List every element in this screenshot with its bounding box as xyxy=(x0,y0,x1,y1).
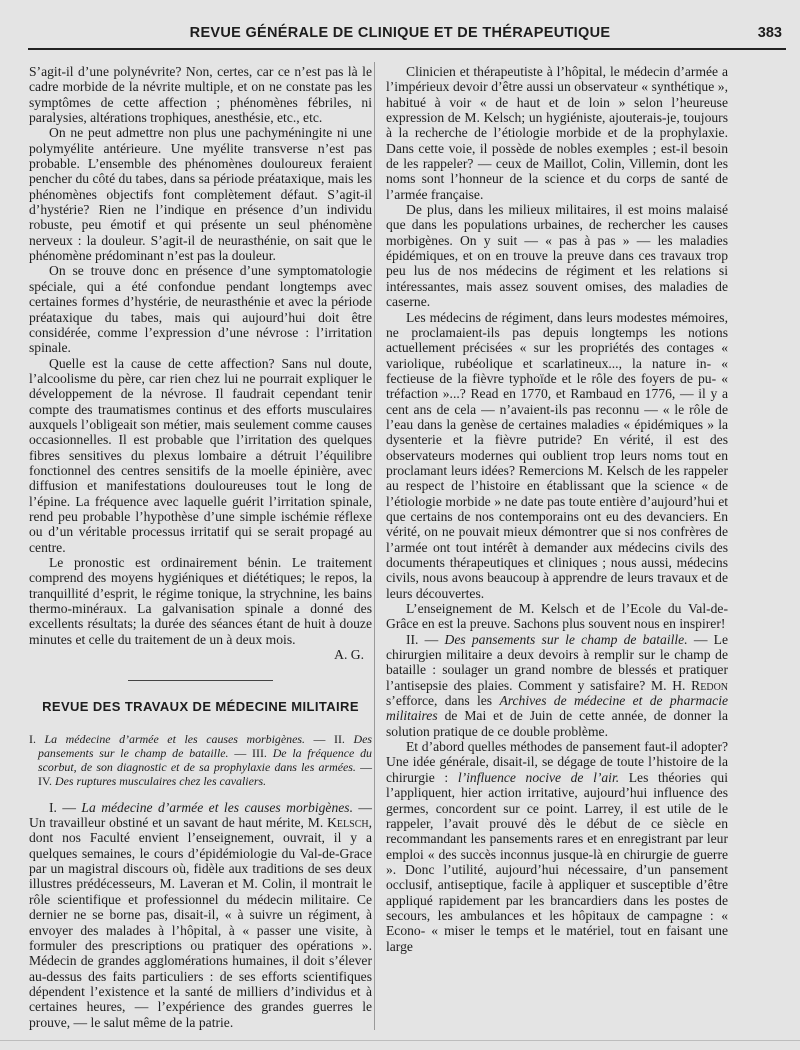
running-title: REVUE GÉNÉRALE DE CLINIQUE ET DE THÉRAPEUTIQUE xyxy=(189,25,611,41)
paragraph: On se trouve donc en présence d’une symptomatologie spéciale, qui a été confondue pendant longtemps avec certaines formes d’hystérie, de neurasthénie et avec la période préataxique du tabes, mais qui aujourd’hui doit être considérée, comme l’expression d’une névrose : l’irritation spinale. xyxy=(29,263,372,356)
running-header xyxy=(0,22,800,46)
section-summary: I. La médecine d’armée et les causes morbigènes. — II. Des pansements sur le champ de bataille. — III. De la fréquence du scorbut, de son diagnostic et de sa prophylaxie dans les armées. — IV. Des ruptures musculaires chez les cavaliers. xyxy=(29,731,372,788)
author-signature: A. G. xyxy=(334,647,364,663)
paragraph: I. — La médecine d’armée et les causes morbigènes. — Un travailleur obstiné et un savant de haut mérite, M. Kelsch, dont nos Faculté envient l’enseignement, ouvrait, il y a quelques semaines, le cours d’épidémiologie du Val-de-Grace par un magistral discours où, fidèle aux traditions de ses deux illustres prédécesseurs, M. Laveran et M. Colin, il montrait le rôle scientifique et professionnel du médecin militaire. Ce dernier ne se borne pas, disait-il, « à suivre un régiment, à envoyer des malades à l’hôpital, à « passer une visite, à formuler des prescriptions ou pratiquer des opérations ». Médecin de grandes agglomérations humaines, il doit s’élever au-dessus des faits particuliers : de ses efforts scientifiques dépendent l’existence et la santé de milliers d’individus et à certaines heures, — l’expérience des grandes guerres le prouve, — le salut même de la patrie. xyxy=(29,799,372,1030)
header-rule xyxy=(28,48,786,50)
author-name: Kelsch xyxy=(327,815,369,831)
paragraph: L’enseignement de M. Kelsch et de l’Ecole du Val-de-Grâce en est la preuve. Sachons plus souvent nous en inspirer! xyxy=(386,601,728,632)
paragraph: De plus, dans les milieux militaires, il est moins malaisé que dans les populations urbaines, de rechercher les causes morbigènes. On y suit — « pas à pas » — les maladies épidémiques, et on en trouve la preuve dans ces travaux trop peu lus de nos médecins de régiment et les relations si intéressantes, mais assez souvent omises, des maladies de caserne. xyxy=(386,202,728,310)
page-number: 383 xyxy=(757,25,782,41)
section-divider xyxy=(128,680,273,681)
paragraph: Le pronostic est ordinairement bénin. Le traitement comprend des moyens hygiéniques et diététiques; le repos, la tranquillité d’esprit, le régime tonique, la strychnine, les bains thermo-minéraux. La galvanisation spinale a donné des excellents résultats; la durée des séances étant de huit à douze minutes et celle du traitement de un à deux mois. xyxy=(29,555,372,647)
right-column xyxy=(386,64,728,954)
left-column xyxy=(29,64,372,1030)
subsection-title: Des pansements sur le champ de bataille. xyxy=(444,631,688,647)
page-bottom-edge xyxy=(0,1040,800,1041)
paragraph: II. — Des pansements sur le champ de bataille. — Le chirurgien militaire a deux devoirs à remplir sur le champ de bataille : soulager un grand nombre de blessés et pratiquer l’antisepsie des plaies. Comment y satisfaire? M. H. Redon s’efforce, dans les Archives de médecine et de pharmacie militaires de Mai et de Juin de cette année, de donner la solution pratique de ce double problème. xyxy=(386,631,729,739)
paragraph: On ne peut admettre non plus une pachyméningite ni une polymyélite antérieure. Une myélite transverse n’est pas probable. L’ensemble des phénomènes douloureux feraient pencher du côté du tabes, dans sa période préataxique, mais les phénomènes objectifs font complètement défaut. S’agit-il d’hystérie? Rien ne l’indique en présence d’un individu robuste, peu émotif et qui présente un seul phénomène nerveux : la douleur. S’agit-il de neurasthénie, on sait que le phénomène prédominant n’est pas la douleur. xyxy=(29,125,372,264)
signature-line xyxy=(29,647,372,662)
emphasis: l’influence nocive de l’air. xyxy=(457,769,620,785)
section-title: REVUE DES TRAVAUX DE MÉDECINE MILITAIRE xyxy=(42,699,359,715)
paragraph: Quelle est la cause de cette affection? Sans nul doute, l’alcoolisme du père, car rien chez lui ne pourrait expliquer le développement de la névrose. Il faudrait cependant tenir compte des traumatismes continus et des efforts musculaires auxquels l’obligeait son métier, mais seulement comme causes occasionnelles. Il est probable que l’irritation des quelques fibres sensitives du plexus lombaire a détruit l’équilibre fonctionnel des centres sensitifs de la moelle épinière, avec diffusion et manifestations douloureuses tout le long de l’épine. La fréquence avec laquelle guérit l’irritation spinale, rend peu probable l’hypothèse d’une simple ischémie réflexe ou d’un véritable processus irritatif qui se serait propagé au centre. xyxy=(29,355,372,555)
paragraph: S’agit-il d’une polynévrite? Non, certes, car ce n’est pas là le cadre morbide de la névrite multiple, et on ne constate pas les symptômes de cette affection ; phénomènes fébriles, ni paralysies, altérations trophiques, anesthésie, etc., etc. xyxy=(29,64,372,126)
subsection-title: La médecine d’armée et les causes morbigènes. xyxy=(81,799,353,815)
paragraph: Clinicien et thérapeutiste à l’hôpital, le médecin d’armée a l’impérieux devoir d’être aussi un observateur « synthétique », habitué à voir « de haut et de loin » selon l’heureuse expression de M. Kelsch; un hygiéniste, ajouterais-je, toujours à la recherche de l’étiologie morbide et de la prophylaxie. Dans cette voie, il possède de nobles exemples ; est-il besoin de les rappeler? — ceux de Maillot, Colin, Villemin, dont les noms sont l’honneur de la science et du corps de santé de l’armée française. xyxy=(386,64,728,202)
paragraph: Et d’abord quelles méthodes de pansement faut-il adopter? Une idée générale, disait-il, se dégage de toute l’histoire de la chirurgie : l’influence nocive de l’air. Les théories qui l’appliquent, hier action irritative, aujourd’hui influence des germes, concordent sur ce point. Larrey, il est utile de le rappeler, l’avait prouvé dès le début de ce siècle en recommandant les pansements rares et en enregistrant par leur emploi « des succès inconnus jusque-là en chirurgie de guerre ». Donc l’utilité, aujourd’hui nécessaire, d’un pansement occlusif, antiseptique, facile à appliquer et susceptible d’être appliqué rapidement par les brancardiers dans les postes de secours, les ambulances et les hôpitaux de campagne : « Econo- « miser le temps et le matériel, tout en faisant une large xyxy=(386,739,728,954)
author-name: Redon xyxy=(691,677,729,693)
column-divider xyxy=(374,62,375,1030)
journal-title: Archives de médecine et de pharmacie militaires xyxy=(386,693,729,724)
paragraph: Les médecins de régiment, dans leurs modestes mémoires, ne proclamaient-ils pas depuis longtemps les notions actuellement précisées « sur les propriétés des contages « variolique, rubéolique et scarlatineux..., la nature in- « fectieuse de la fièvre typhoïde et le rôle des foyers de pu- « tréfaction »...? Read en 1770, et Rambaud en 1776, — il y a cent ans de cela — n’avaient-ils pas reconnu — « le rôle de l’eau dans la genèse de certaines maladies « épidémiques » la dysenterie et la fièvre putride? En vérité, il est des observateurs modernes qui oublient trop leurs noms tout en proclamant leurs idées? Remercions M. Kelsch de les rappeler au respect de l’histoire en établissant que la science « de l’étiologie morbide » ne date pas toute entière d’aujourd’hui et que certains de nos contemporains ont eu des devanciers. En vérité, on ne pouvait mieux démontrer que si nos confrères de l’armée ont tout intérêt à demander aux médecins civils des documents thérapeutiques et cliniques ; nous aussi, médecins civils, nous avons beaucoup à apprendre de leurs travaux et de leurs découvertes. xyxy=(386,309,728,601)
